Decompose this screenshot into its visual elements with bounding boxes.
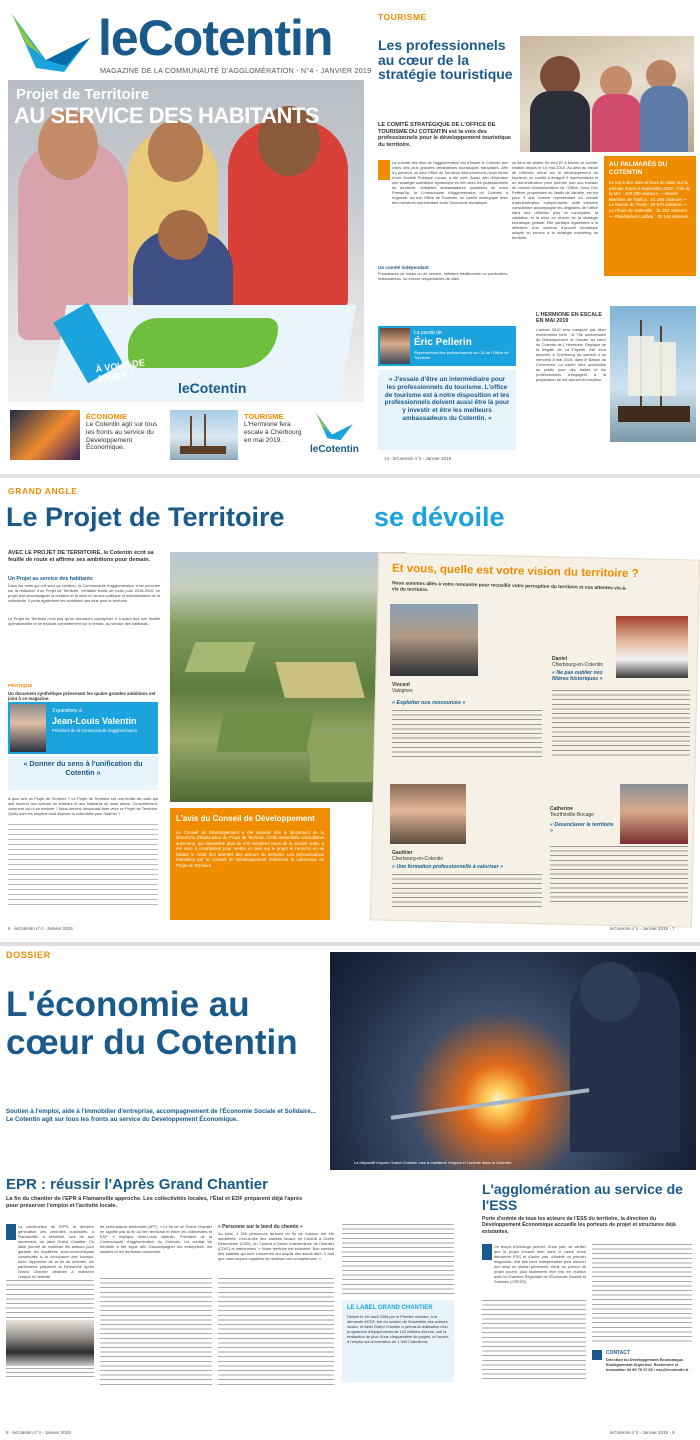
parole-label: La parole de — [414, 330, 442, 336]
dossier-title: L'économie au cœur du Cotentin — [6, 985, 298, 1062]
conseil-text: Le Conseil de Développement a été associé dès le lancement de la démarche d'élaboration du Projet de Territoire. Cette assemblée consultative autonome, qui rassemble plus de 170 membres issus de la société civile, a été mise à contribution pour rendre un avis sur le projet et l'enrichir en se faisant le relais des attentes des acteurs du territoire. Les préconisations formulées par le Conseil de Développement renforcent la cohérence du Projet de Territoire. — [176, 829, 324, 868]
tourisme-title: Les professionnels au cœur de la stratégie touristique — [378, 37, 513, 82]
dossier-lead: Soutien à l'emploi, aide à l'immobilier d'entreprise, accompagnement de l'Économie Sociale et Solidaire... Le Cotentin agit sur tous les fronts au service du Développement Économique. — [6, 1108, 316, 1123]
grand-angle-body1: Dans les mois qui ont suivi sa création, la Communauté d'agglomération s'est penchée sur la rédaction d'un Projet de Territoire. Véritable feuille de route pour 2018-2020, ce projet doit accompagner la création et la mise en œuvre politique et administrative de la collectivité. Il porte également les ambitions des élus pour le territoire. — [8, 583, 160, 603]
epr-body2-lines — [100, 1278, 212, 1388]
label-text: Délivré le 1er août 2006 par le Premier ministre, à la demande d'EDF, fort du soutien de l'ensemble des acteurs locaux, le label Grand Chantier a permis la réalisation d'un programme d'équipements de 123 millions d'euros, soit la réalisation de plus d'une cinquantaine de projets, et l'accès à l'emploi via la formation de 1 300 Cotentinois. — [347, 1314, 449, 1344]
epr-dropcap — [6, 1224, 16, 1240]
parole-name: Éric Pellerin — [414, 337, 472, 348]
divider-1 — [0, 474, 700, 478]
person3-place: Cherbourg-en-Cotentin — [392, 856, 444, 862]
spread-2 — [0, 480, 700, 940]
teaser2-title: TOURISME — [244, 412, 284, 421]
ess-title: L'agglomération au service de l'ESS — [482, 1181, 683, 1213]
epr-body2: de performance territoriale (APT). « Le fin de ce Grand Chantier ne signifie pas la fin du lien territorial et entre les collectivités et EDF. » explique Jean-Louis Valentin, Président de la Communauté d'agglomération du Cotentin. Un contrat de territoire a été signé afin d'accompagner les entreprises, les salariés et les territoires concernés. — [100, 1224, 212, 1254]
question-name: Jean-Louis Valentin — [52, 716, 137, 726]
person4-lines — [550, 846, 688, 906]
vincent-photo — [390, 604, 478, 676]
contact-icon — [592, 1350, 602, 1360]
photo-caption: Le dispositif d'après Grand Chantier vise à maintenir l'emploi et l'activité dans le Cotentin. — [354, 1160, 513, 1165]
ess-col2-lines — [592, 1244, 692, 1344]
folio-left-3: 8 · leCotentin n°4 - Janvier 2019 — [6, 1430, 71, 1435]
signature-caption-lines — [6, 1368, 94, 1380]
valentin-photo — [10, 704, 46, 752]
person1-lines — [392, 710, 542, 760]
cover-masthead: MAGAZINE DE LA COMMUNAUTÉ D'AGGLOMÉRATION - N°4 - JANVIER 2019 — [100, 66, 372, 75]
signature-photo — [6, 1320, 94, 1366]
person3-name: Gauthier — [392, 850, 413, 856]
label-box — [342, 1300, 454, 1382]
tourisme-subhead1: Un comité indépendant — [378, 265, 429, 270]
epr-lead: La fin du chantier de l'EPR à Flamanville approche. Les collectivités locales, l'État et EDF préparent déjà l'après pour préserver l'emploi et l'activité locale. — [6, 1196, 303, 1209]
conseil-box — [170, 808, 330, 920]
daniel-photo — [616, 616, 688, 678]
divider-2 — [0, 942, 700, 946]
tourisme-body2: ou lieux de visites, ils sont 67 à former ce comité, installé depuis le 14 mai 2018. Au-delà du travail de réflexion mené sur le développement du tourisme, ce comité a désigné 9 représentants et un administrateur pour prendre part aux travaux du conseil d'administration de l'Office. Ainsi, Eric Pellerin, propriétaire du Jardin de Vauville, est élu pour 3 ans comme représentant au conseil d'administration. Indépendante, cette instance consultative accompagne les dirigeants de l'office dans leur réflexion pour la conception, la validation et la mise en œuvre de la stratégie touristique globale. Elle participe également à la définition d'un schéma d'accueil touristique adapté ou encore à la stratégie marketing du territoire. — [512, 160, 598, 240]
chemin-body: Au total, 1 200 personnes arrivant en fin de mission ont été identifiées, c'est-à-dire des salariés locaux en Contrat à Durée Déterminée (CDD), en Contrat à Durée Indéterminée de Chantier (CDIC) et intérimaires. « Notre territoire est industriel. Bon nombre des salariés qui sont concernés ont acquis des savoir-faire. Il faut que nous soyons capables de réutiliser ces compétences. » — [218, 1231, 334, 1261]
tourisme-section: TOURISME — [378, 12, 427, 22]
epr-col4-lines — [342, 1224, 454, 1294]
welding-photo — [330, 952, 696, 1170]
tourisme-dropcap — [378, 160, 390, 180]
contact-label: CONTACT — [606, 1350, 631, 1356]
tourisme-photo — [520, 36, 694, 152]
conseil-title: L'avis du Conseil de Développement — [176, 814, 315, 823]
person4-place: Teurthéville-Bocage — [550, 812, 594, 818]
qa-filler — [8, 824, 158, 906]
question-quote: « Donner du sens à l'unification du Cotentin » — [8, 756, 158, 790]
tourisme-body1b: Prestataires de loisirs ou de service, hôteliers traditionnels ou particuliers, restaurateurs, ou encore responsables de sites — [378, 271, 508, 281]
person2-name: Daniel — [552, 656, 568, 662]
teaser1-text: Le Cotentin agit sur tous les fronts au service du Développement Économique. — [86, 421, 158, 452]
folio-right-3: leCotentin n°4 - Janvier 2019 · 9 — [610, 1430, 675, 1435]
teaser1-title: ÉCONOMIE — [86, 412, 127, 421]
grand-angle-body1b: Le Projet de Territoire n'est pas qu'un document conceptuel, il a avant tout une finalité opérationnelle et se traduira concrètement sur le terrain, au service des habitants. — [8, 616, 160, 626]
chemin-title: « Personne sur le bord du chemin » — [218, 1224, 303, 1230]
epr-title: EPR : réussir l'Après Grand Chantier — [6, 1176, 268, 1193]
grand-angle-title: Le Projet de Territoire — [6, 502, 285, 532]
question-label: 3 questions à — [52, 708, 82, 714]
qa-text: À quoi sert un Projet de Territoire ? Le Projet de Territoire est une feuille de route qui doit montrer aux acteurs du territoire et aux habitants où nous allons. Concrètement, comment va-t-il se traduire ? Nous devons désormais faire vivre ce Projet de Territoire. Quels sont les moyens dont dispose la collectivité pour l'animer ? — [8, 796, 158, 816]
cotentin-logo-icon — [6, 8, 94, 76]
epr-body-lines — [6, 1280, 94, 1318]
palmares-text: Le top 5 des sites et lieux de visite sur la période d'avril à septembre 2018 : Cité de la Mer : 160 390 visiteurs — Musée Maritime de Tatihou : 51 494 visiteurs — Le Manoir du Tourp : 36 570 visiteurs — Le Phare de Gatteville : 31 202 visiteurs — Planétarium Ludiver : 20 144 visiteurs. — [609, 180, 691, 219]
epr-body: La construction de l'EPR, la dernière génération des centrales nucléaires, à Flamanville, a bénéficié, lors de son lancement, du label Grand Chantier. Ce label permet de mobiliser les acteurs pour garantir les équilibres socio-économiques consécutifs à la conclusion des travaux. Avec l'approche de la fin du chantier, les partenaires préparent la Démarche Après Grand Chantier destinée à maintenir l'emploi et l'activité. — [18, 1224, 94, 1279]
ess-body: Ce temps d'échange permet, d'une part, de vérifier que le projet s'inscrit bien dans le cadre d'une démarche ESS et d'autre part, d'établir un premier diagnostic, état des lieux indispensable pour assurer une mise en réseau pertinente. Ainsi, un porteur de projet pourra plus facilement être mis en relation avec la Chambre Régionale de l'Économie Sociale et Solidaire (CRESS). — [494, 1244, 586, 1284]
dossier-section: DOSSIER — [6, 950, 51, 960]
person1-name: Vincent — [392, 682, 410, 688]
pratique-text: Un document synthétique présentant les quatre grandes ambitions est joint à ce magazine. — [8, 691, 156, 702]
person3-lines — [392, 874, 542, 910]
hermione-photo — [610, 306, 696, 442]
grand-angle-section: GRAND ANGLE — [8, 486, 78, 496]
grand-angle-subhead1: Un Projet au service des habitants — [8, 576, 93, 582]
hermione-title: L'HERMIONE EN ESCALE EN MAI 2019 — [536, 312, 602, 325]
pratique-label: PRATIQUE — [8, 684, 33, 689]
teaser1-photo — [10, 410, 80, 460]
spread-3 — [0, 948, 700, 1440]
person2-place: Cherbourg-en-Cotentin — [552, 662, 604, 668]
question-role: Président de la Communauté d'agglomération — [52, 728, 138, 733]
spread-1 — [0, 0, 700, 470]
person1-place: Valognes — [392, 688, 413, 694]
catherine-photo — [620, 784, 688, 844]
tourisme-folio: 14 · leCotentin n°4 - Janvier 2019 — [384, 456, 452, 461]
cover-headline: AU SERVICE DES HABITANTS — [14, 103, 320, 128]
grand-angle-lead: AVEC LE PROJET DE TERRITOIRE, le Cotentin écrit sa feuille de route et affirme ses ambitions pour demain. — [8, 550, 154, 563]
tourisme-intro: LE COMITÉ STRATÉGIQUE DE L'OFFICE DE TOURISME DU COTENTIN est la voix des professionnels pour le développement touristique du territoire. — [378, 122, 512, 148]
ess-dropcap — [482, 1244, 492, 1260]
palmares-title: AU PALMARÈS DU COTENTIN — [609, 161, 668, 176]
person4-quote: « Désenclaver le territoire » — [550, 822, 614, 835]
teaser2-text: L'Hermione fera escale à Cherbourg en mai 2019. — [244, 421, 302, 444]
person2-quote: « Ne pas oublier nos filières historiques » — [552, 670, 603, 683]
ess-lead: Porte d'entrée de tous les acteurs de l'ESS du territoire, la direction du Développement Économique accueille les porteurs de projet et structures déjà existantes. — [482, 1216, 676, 1235]
contact-text: Direction du Développement Économique, Enseignement Supérieur, Recherche et Innovation 02 50 79 17 00 / ess@lecotentin.fr — [606, 1357, 689, 1372]
vision-intro: Nous sommes allés à votre rencontre pour recueillir votre perception du territoire et vos attentes vis-à-vis du territoire. — [391, 581, 627, 594]
palmares-box — [604, 156, 696, 276]
ess-body-lines — [482, 1300, 586, 1380]
cover-logo-text: leCotentin — [98, 10, 333, 66]
label-title: LE LABEL GRAND CHANTIER — [347, 1305, 433, 1311]
tourisme-body1: La volonté des élus de l'agglomération est d'hisser le Cotentin aux côtés des plus grandes destinations touristiques françaises. Afin d'y parvenir, un seul Office de Tourisme intercommunal, sous forme d'une Société Publique Locale, a été créé. Aussi, afin d'impulser une stratégie touristique dynamique en lien avec les professionnels du tourisme, véritables ambassadeurs quotidiens de notre Presqu'île, la Communauté d'Agglomération du Cotentin a organisé, via son Office de Tourisme, un comité stratégique avec des membres représentant toute l'économie touristique. — [392, 160, 508, 205]
puzzle-logo: leCotentin — [178, 380, 247, 396]
person3-quote: « Une formation professionnelle à valoriser » — [392, 864, 503, 870]
cover-kicker: Projet de Territoire — [16, 86, 150, 103]
grand-angle-title2: se dévoile — [374, 502, 505, 532]
parole-role: Représentant des professionnels au CA de l'Office de Tourisme — [414, 350, 509, 360]
person2-lines — [552, 690, 690, 756]
footer-logo-text: leCotentin — [310, 444, 359, 455]
person4-name: Catherine — [550, 806, 574, 812]
vision-title: Et vous, quelle est votre vision du territoire ? — [391, 562, 639, 581]
folio-right-2: leCotentin n°4 - Janvier 2019 · 7 — [610, 926, 675, 931]
aerial-photo — [170, 552, 406, 802]
folio-left-2: 6 · leCotentin n°4 - Janvier 2019 — [8, 926, 73, 931]
hermione-text: L'année 2019 sera marquée par deux événements forts : le 75e anniversaire du Débarquement et l'escale au cœur du Cotentin de L'Hermione. Réplique de la frégate de La Fayette, elle sera amarrée à Cherbourg du samedi 4 au mercredi 8 mai 2019, dans le Bassin du Commerce. Le navire sera accessible au public pour des visites et les professionnels s'engagent à la préparation de cet accueil d'exception. — [536, 327, 606, 382]
chemin-body-lines — [218, 1278, 334, 1388]
person1-quote: « Exploiter nos ressources » — [392, 700, 466, 706]
footer-logo-icon — [312, 410, 356, 442]
pellerin-photo — [380, 328, 410, 364]
teaser2-photo — [170, 410, 238, 460]
puzzle-text: À VOUS DE JOUER ! — [94, 357, 146, 385]
tourisme-quote: « J'essaie d'être un intermédiaire pour les professionnels du tourisme. L'office de tourisme est à notre disposition et les professionnels doivent aussi être là pour y investir et être les meilleurs ambassadeurs du Cotentin. » — [378, 370, 516, 450]
gauthier-photo — [390, 784, 466, 844]
